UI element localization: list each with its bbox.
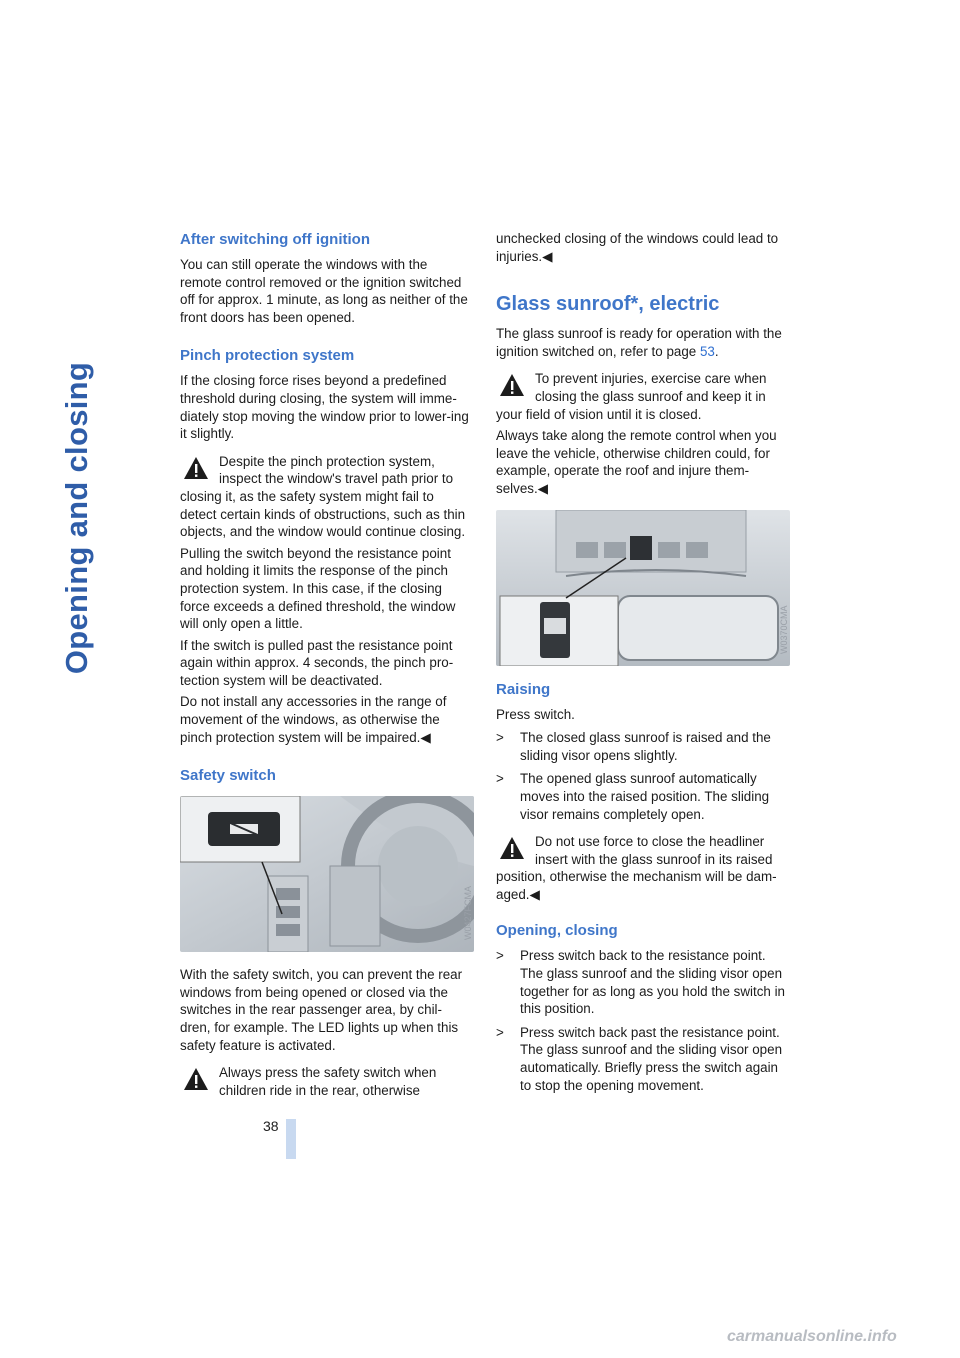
paragraph-raising: Press switch.	[496, 706, 575, 722]
warning-safety-text: Always press the safety switch when children ride in the rear, otherwise	[219, 1065, 437, 1098]
warning-sunroof	[496, 370, 788, 423]
heading-after-ignition: After switching off ignition	[180, 231, 370, 248]
warning-raising-text: Do not use force to close the headliner insert with the glass sunroof in its raised position, otherwise the mechanism will be dam-aged.◀	[496, 834, 777, 902]
bullet-text: The opened glass sunroof automatically moves into the raised position. The sliding visor remains completely open.	[520, 771, 770, 822]
paragraph-sunroof	[496, 325, 788, 360]
warning-pinch-text-1: Despite the pinch protection system, inspect the window's travel path prior to closing it, as the safety system might fail to detect certain kinds of obstructions, such as thin objects, and the window would continue closing.	[180, 453, 466, 540]
left-column	[180, 230, 472, 1103]
list-item	[496, 1024, 788, 1094]
bullet-marker: >	[496, 1024, 504, 1040]
heading-glass-sunroof: Glass sunroof*, electric	[496, 293, 720, 316]
bullet-text: Press switch back to the resistance point. The glass sunroof and the sliding visor open together for as long as you hold the switch in this position.	[520, 948, 785, 1017]
warning-pinch-text-2: Pulling the switch beyond the resistance point and holding it limits the response of the pinch protection system. In this case, if the closing force exceeds a defined threshold, the window will only open a little.	[180, 545, 456, 632]
bullet-text: Press switch back past the resistance point. The glass sunroof and the sliding visor open automatically. Briefly press the switch again to stop the opening movement.	[520, 1024, 783, 1093]
warning-triangle-icon	[183, 456, 209, 480]
paragraph-after-ignition: You can still operate the windows with the remote control removed or the ignition switched off for approx. 1 minute, as long as neither of the front doors has been opened.	[180, 257, 468, 325]
list-item	[496, 729, 788, 764]
list-item	[496, 770, 788, 823]
paragraph-sunroof-text: The glass sunroof is ready for operation with the ignition switched on, refer to page	[496, 326, 782, 359]
warning-triangle-icon	[499, 836, 525, 860]
warning-sunroof-text-2: Always take along the remote control when you leave the vehicle, otherwise children could, for example, operate the roof and injure them-selves.◀	[496, 428, 777, 496]
safety-switch-illustration	[180, 796, 474, 952]
paragraph-sunroof-end: .	[714, 343, 719, 359]
warning-pinch-protection	[180, 453, 472, 541]
warning-raising	[496, 833, 788, 903]
paragraph-pinch-protection: If the closing force rises beyond a predefined threshold during closing, the system will imme-diately stop moving the window prior to lower-ing it slightly.	[180, 373, 469, 442]
figure-sunroof-switch	[496, 510, 790, 666]
page-number: 38	[263, 1118, 279, 1134]
bullet-marker: >	[496, 948, 504, 964]
watermark-logo: carmanualsonline.info	[727, 1328, 897, 1345]
figure-safety-switch	[180, 796, 474, 952]
heading-raising: Raising	[496, 680, 551, 698]
section-title-text: Opening and closing	[59, 361, 94, 675]
bullet-text: The closed glass sunroof is raised and the sliding visor opens slightly.	[520, 730, 771, 763]
warning-pinch-text-4: Do not install any accessories in the range of movement of the windows, as otherwise the pinch protection system will be impaired.◀	[180, 694, 447, 745]
warning-sunroof-text-1: To prevent injuries, exercise care when closing the glass sunroof and keep it in your field of vision until it is closed.	[496, 371, 767, 422]
paragraph-continued: unchecked closing of the windows could lead to injuries.◀	[496, 231, 779, 264]
figure-code-safety: W0427FCMA	[463, 886, 473, 941]
heading-opening-closing: Opening, closing	[496, 922, 618, 940]
warning-pinch-text-3: If the switch is pulled past the resistance point again within approx. 4 seconds, the pinch pro-tection system will be deactivated.	[180, 637, 454, 688]
heading-safety-switch: Safety switch	[180, 767, 276, 785]
page-link-53[interactable]: 53	[699, 343, 715, 359]
sunroof-switch-illustration	[496, 510, 790, 666]
warning-triangle-icon	[499, 373, 525, 397]
right-column	[496, 230, 788, 1100]
bullet-marker: >	[496, 771, 504, 787]
figure-code-sunroof: W0370CMA	[779, 605, 789, 654]
paragraph-safety-switch: With the safety switch, you can prevent the rear windows from being opened or closed via the switches in the rear passenger area, by chil-dren, for example. The LED lights up when this safety feature is activated.	[180, 967, 463, 1053]
warning-triangle-icon	[183, 1067, 209, 1091]
bullet-marker: >	[496, 730, 504, 746]
heading-pinch-protection: Pinch protection system	[180, 347, 355, 365]
section-title-vertical	[2, 228, 152, 808]
warning-safety-switch	[180, 1064, 472, 1099]
page-number-bar	[286, 1119, 296, 1159]
list-item	[496, 947, 788, 1017]
